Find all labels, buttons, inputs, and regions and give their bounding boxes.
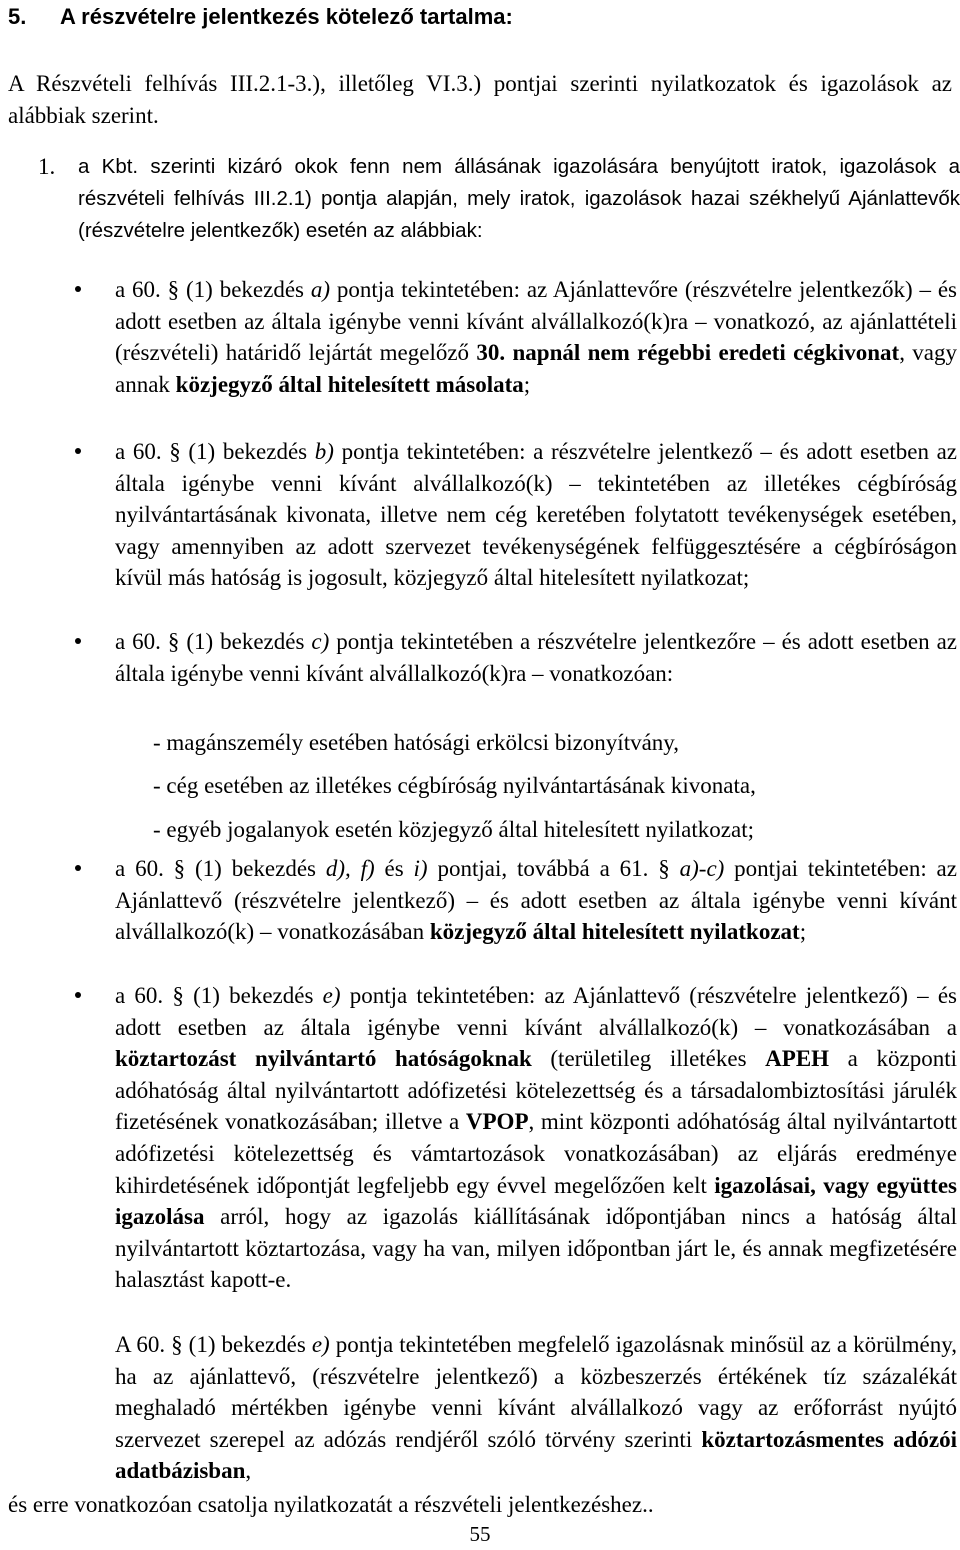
list-item-text: a 60. § (1) bekezdés e) pontja tekintetében: az Ajánlattevő (részvételre jelentkező) – és adott esetben az általa igénybe venni kívánt alvállalkozó(k) – vonatkozásában a köztartozást nyilvántartó hatóságoknak (területileg illetékes APEH a központi adóhatóság által nyilvántartott adófizetési kötelezettség és a társadalombiztosítási járulék fizetésének vonatkozásában; illetve a VPOP, mint központi adóhatóság által nyilvántartott adófizetési kötelezettség és vámtartozások vonatkozásában) az eljárás eredménye kihirdetésének időpontját legfeljebb egy évvel megelőzően kelt igazolásai, vagy együttes igazolása arról, hogy az igazolás kiállításának időpontjában nincs a hatóság által nyilvántartott köztartozása, vagy ha van, milyen időpontban járt le, és annak megfizetésére halasztást kapott-e. xyxy=(115,983,958,1293)
bullet-icon xyxy=(75,638,81,644)
list-item-text: a 60. § (1) bekezdés b) pontja tekintetében: a részvételre jelentkező – és adott esetben az általa igénybe venni kívánt alvállalkozó(k) – tekintetében az illetékes cégbíróság nyilvántartásának kivonata, illetve nem cég keretében folytatott tevékenységek esetében, vagy amennyiben az adott szervezet tevékenységének felfüggesztésére a cégbíróságon kívül más hatóság is jogosult, közjegyző által hitelesített nyilatkozat; xyxy=(115,439,958,591)
sub-item: - cég esetében az illetékes cégbíróság nyilvántartásának kivonata, xyxy=(153,773,756,798)
item-number: 1. xyxy=(38,154,56,179)
section-heading xyxy=(8,4,513,30)
bullet-icon xyxy=(75,992,81,998)
bullet-icon xyxy=(75,286,81,292)
final-line: és erre vonatkozóan csatolja nyilatkozatát a részvételi jelentkezéshez.. xyxy=(8,1492,654,1517)
section-title: A részvételre jelentkezés kötelező tartalma: xyxy=(60,4,513,29)
page-number: 55 xyxy=(469,1522,491,1546)
sub-item: - magánszemély esetében hatósági erkölcsi bizonyítvány, xyxy=(153,730,680,755)
sub-item: - egyéb jogalanyok esetén közjegyző által hitelesített nyilatkozat; xyxy=(153,817,754,842)
section-number: 5. xyxy=(8,4,27,29)
bullet-icon xyxy=(75,865,81,871)
bullet-icon xyxy=(75,448,81,454)
closing-paragraph: A 60. § (1) bekezdés e) pontja tekintetében megfelelő igazolásnak minősül az a körülmény, ha az ajánlattevő, (részvételre jelentkező) a közbeszerzés értékének tíz százalékát meghaladó mértékben igénybe venni kívánt alvállalkozó vagy az erőforrást nyújtó szervezet szerepel az adózás rendjéről szóló törvény szerinti köztartozásmentes adózói adatbázisban, xyxy=(115,1332,957,1484)
intro-paragraph: A Részvételi felhívás III.2.1-3.), illetőleg VI.3.) pontjai szerinti nyilatkozatok és igazolások az alábbiak szerint. xyxy=(8,71,952,128)
list-item-text: a 60. § (1) bekezdés a) pontja tekintetében: az Ajánlattevőre (részvételre jelentkezők) – és adott esetben az általa igénybe venni kívánt alvállalkozó(k)ra – vonatkozó, az ajánlattételi (részvételi) határidő lejártát megelőző 30. napnál nem régebbi eredeti cégkivonat, vagy annak közjegyző által hitelesített másolata; xyxy=(115,277,958,397)
list-item-text: a 60. § (1) bekezdés c) pontja tekintetében a részvételre jelentkezőre – és adott esetben az általa igénybe venni kívánt alvállalkozó(k)ra – vonatkozóan: xyxy=(115,629,957,686)
list-item-text: a 60. § (1) bekezdés d), f) és i) pontjai, továbbá a 61. § a)-c) pontjai tekintetében: az Ajánlattevő (részvételre jelentkező) – és adott esetben az általa igénybe venni kívánt alvállalkozó(k) – vonatkozásában közjegyző által hitelesített nyilatkozat; xyxy=(115,856,957,945)
item-text: a Kbt. szerinti kizáró okok fenn nem állásának igazolására benyújtott iratok, igazolások a részvételi felhívás III.2.1) pontja alapján, mely iratok, igazolások hazai székhelyű Ajánlattevők (részvételre jelentkezők) esetén az alábbiak: xyxy=(78,155,960,242)
